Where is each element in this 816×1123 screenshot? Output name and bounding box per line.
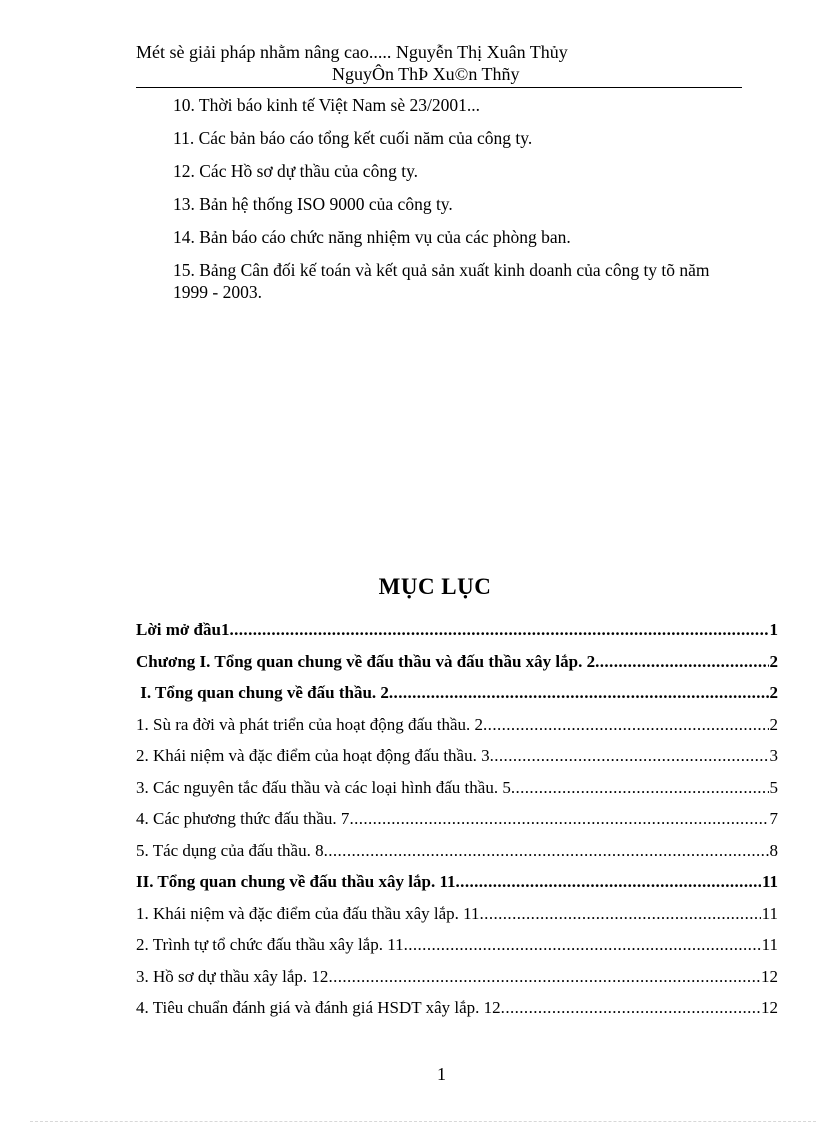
- toc-entry-text: Lời mở đầu1: [136, 620, 230, 639]
- toc-entry-page: 11: [761, 872, 778, 891]
- toc-entry[interactable]: [136, 967, 778, 999]
- reference-item: 13. Bản hệ thống ISO 9000 của công ty.: [173, 194, 453, 214]
- toc-entry[interactable]: [136, 998, 778, 1030]
- toc-dot-leader: [349, 809, 768, 829]
- reference-item: 11. Các bản báo cáo tổng kết cuối năm của công ty.: [173, 128, 533, 148]
- toc-entry-text: 3. Hồ sơ dự thầu xây lắp. 12: [136, 966, 329, 986]
- toc-entry-page: 2: [769, 714, 778, 734]
- page-bottom-border: [30, 1121, 816, 1122]
- toc-dot-leader: [324, 841, 769, 861]
- toc-entry[interactable]: [136, 620, 778, 652]
- toc-entry[interactable]: [136, 809, 778, 841]
- toc-entry-page: 1: [769, 620, 778, 639]
- header-title-line: Mét sè giải pháp nhằm nâng cao..... Nguyễn Thị Xuân Thủy: [136, 42, 568, 62]
- toc-dot-leader: [511, 778, 769, 798]
- reference-list: [173, 94, 743, 314]
- table-of-contents: [136, 620, 778, 1030]
- toc-entry-page: 7: [769, 809, 778, 828]
- toc-entry-text: 4. Các phương thức đấu thầu. 7: [136, 809, 350, 828]
- toc-entry[interactable]: [136, 841, 778, 873]
- toc-entry-text: 2. Trình tự tổ chức đấu thầu xây lắp. 11: [136, 935, 404, 954]
- header-rule: [136, 87, 742, 88]
- toc-entry-text: I. Tổng quan chung về đấu thầu. 2: [136, 683, 389, 702]
- toc-dot-leader: [490, 746, 769, 766]
- reference-item: 14. Bản báo cáo chức năng nhiệm vụ của các phòng ban.: [173, 227, 571, 247]
- toc-entry-page: 12: [761, 998, 778, 1017]
- toc-entry-text: 3. Các nguyên tắc đấu thầu và các loại hình đấu thầu. 5: [136, 777, 511, 797]
- toc-dot-leader: [229, 620, 768, 640]
- toc-dot-leader: [389, 683, 769, 703]
- header-author-line: NguyÔn ThÞ Xu©n Thñy: [332, 64, 520, 84]
- toc-entry[interactable]: [136, 715, 778, 747]
- reference-item: 10. Thời báo kinh tế Việt Nam sè 23/2001...: [173, 95, 480, 115]
- toc-entry-page: 2: [769, 651, 778, 671]
- toc-entry-text: 2. Khái niệm và đặc điểm của hoạt động đấu thầu. 3: [136, 746, 490, 765]
- toc-dot-leader: [595, 652, 768, 672]
- toc-title: MỤC LỤC: [378, 574, 492, 599]
- toc-dot-leader: [328, 967, 760, 987]
- toc-entry[interactable]: [136, 683, 778, 715]
- toc-entry-text: 4. Tiêu chuẩn đánh giá và đánh giá HSDT xây lắp. 12: [136, 998, 501, 1017]
- toc-entry-text: II. Tổng quan chung về đấu thầu xây lắp. 11: [136, 872, 456, 891]
- reference-item: 12. Các Hồ sơ dự thầu của công ty.: [173, 161, 419, 181]
- toc-entry[interactable]: [136, 778, 778, 810]
- toc-entry-page: 3: [769, 746, 778, 765]
- toc-entry[interactable]: [136, 652, 778, 684]
- page-number: 1: [437, 1064, 446, 1084]
- toc-dot-leader: [480, 904, 761, 924]
- toc-entry-page: 11: [761, 935, 778, 954]
- toc-entry-page: 12: [761, 966, 778, 986]
- toc-entry-text: 5. Tác dụng của đấu thầu. 8: [136, 840, 324, 860]
- toc-entry-text: 1. Sù ra đời và phát triển của hoạt động đấu thầu. 2: [136, 714, 484, 734]
- toc-dot-leader: [404, 935, 761, 955]
- toc-entry-text: Chương I. Tổng quan chung về đấu thầu và đấu thầu xây lắp. 2: [136, 651, 596, 671]
- reference-item: 15. Bảng Cân đối kế toán và kết quả sản xuất kinh doanh của công ty tõ năm 1999 - 2003.: [173, 260, 710, 302]
- toc-entry-page: 8: [769, 840, 778, 860]
- toc-entry-text: 1. Khái niệm và đặc điểm của đấu thầu xây lắp. 11: [136, 903, 480, 923]
- toc-entry[interactable]: [136, 904, 778, 936]
- toc-entry[interactable]: [136, 872, 778, 904]
- toc-entry-page: 11: [761, 903, 778, 923]
- toc-dot-leader: [483, 715, 768, 735]
- toc-entry[interactable]: [136, 746, 778, 778]
- toc-entry-page: 2: [769, 683, 778, 702]
- toc-dot-leader: [456, 872, 761, 892]
- toc-entry[interactable]: [136, 935, 778, 967]
- toc-dot-leader: [501, 998, 760, 1018]
- toc-entry-page: 5: [769, 777, 778, 797]
